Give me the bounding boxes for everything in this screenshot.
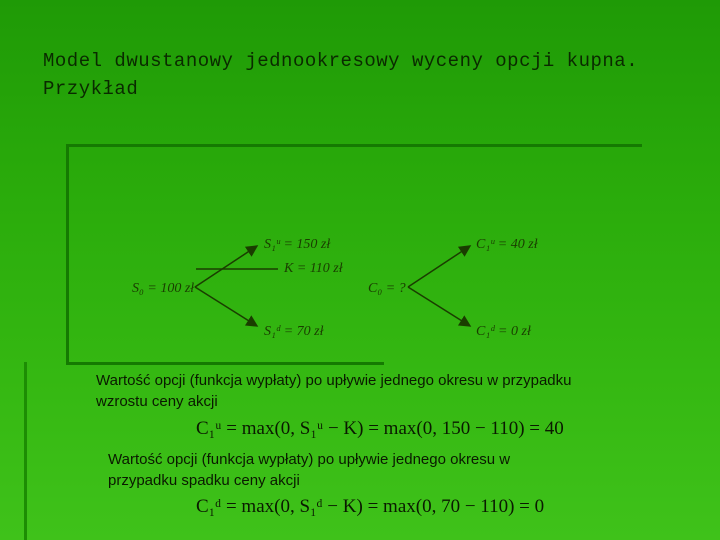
stock-down-branch [195, 287, 257, 326]
s1d-label: S₁ᵈ = 70 zł [264, 324, 324, 339]
payoff-down-description: Wartość opcji (funkcja wypłaty) po upływie jednego okresu w przypadku spadku ceny akcji [108, 451, 511, 489]
slide-title: Model dwustanowy jednookresowy wyceny opcji kupna. Przykład [43, 50, 639, 100]
stock-up-branch [195, 246, 257, 287]
payoff-down-formula: C₁ᵈ = max(0, S₁ᵈ − K) = max(0, 70 − 110) = 0 [196, 496, 545, 517]
s1u-label: S₁ᵘ = 150 zł [264, 237, 331, 252]
c1d-label: C₁ᵈ = 0 zł [476, 324, 531, 339]
c1u-label: C₁ᵘ = 40 zł [476, 237, 538, 252]
option-up-branch [408, 246, 470, 287]
payoff-up-description: Wartość opcji (funkcja wypłaty) po upływie jednego okresu w przypadku wzrostu ceny akcji [96, 372, 572, 410]
payoff-up-formula: C₁ᵘ = max(0, S₁ᵘ − K) = max(0, 150 − 110) = 40 [196, 418, 564, 439]
option-down-branch [408, 287, 470, 326]
c0-label: C₀ = ? [368, 281, 406, 296]
strike-label: K = 110 zł [284, 261, 343, 276]
s0-label: S₀ = 100 zł [132, 281, 195, 296]
